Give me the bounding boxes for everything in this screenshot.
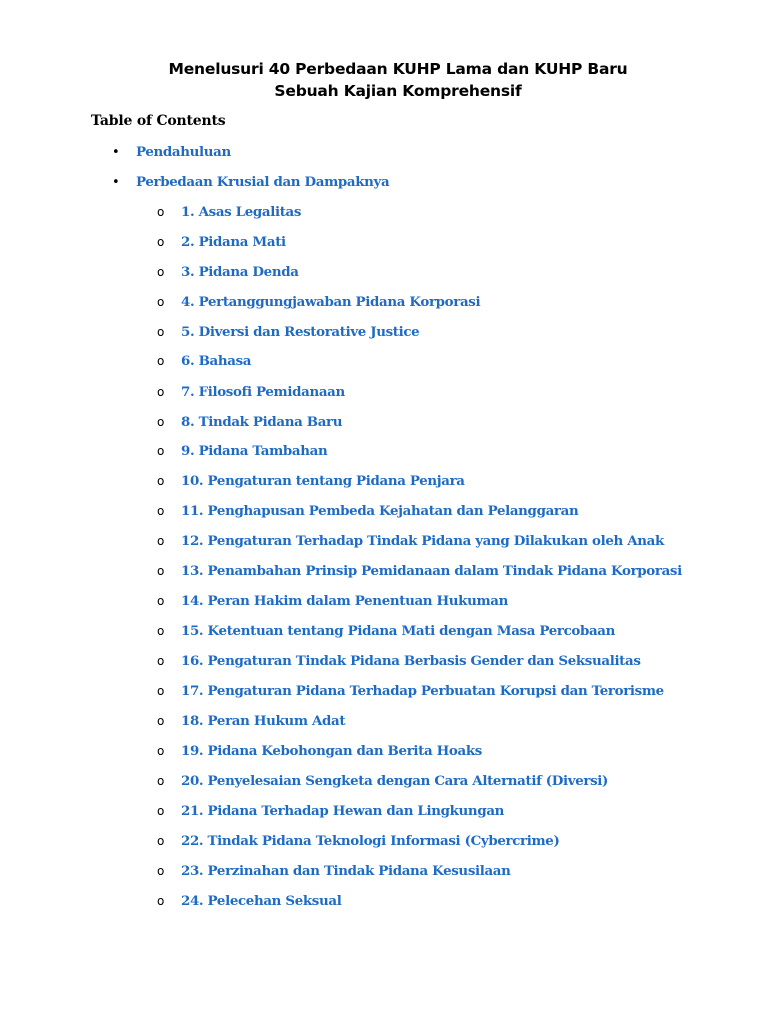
circle-bullet-icon: o [157, 594, 165, 608]
toc-sublink[interactable]: 13. Penambahan Prinsip Pemidanaan dalam Tindak Pidana Korporasi [181, 563, 682, 579]
bullet-icon: • [112, 144, 120, 160]
circle-bullet-icon: o [157, 354, 165, 368]
toc-sublink[interactable]: 24. Pelecehan Seksual [181, 893, 342, 909]
circle-bullet-icon: o [157, 295, 165, 309]
circle-bullet-icon: o [157, 834, 165, 848]
toc-sublink[interactable]: 12. Pengaturan Terhadap Tindak Pidana yang Dilakukan oleh Anak [181, 533, 664, 549]
toc-sublink[interactable]: 18. Peran Hukum Adat [181, 713, 346, 729]
bullet-icon: • [112, 174, 120, 190]
circle-bullet-icon: o [157, 205, 165, 219]
toc-sublink[interactable]: 10. Pengaturan tentang Pidana Penjara [181, 473, 465, 489]
circle-bullet-icon: o [157, 714, 165, 728]
toc-sublink[interactable]: 21. Pidana Terhadap Hewan dan Lingkungan [181, 803, 505, 819]
circle-bullet-icon: o [157, 504, 165, 518]
toc-sublink[interactable]: 1. Asas Legalitas [181, 204, 302, 220]
toc-heading: Table of Contents [91, 113, 226, 129]
circle-bullet-icon: o [157, 415, 165, 429]
circle-bullet-icon: o [157, 385, 165, 399]
circle-bullet-icon: o [157, 804, 165, 818]
toc-sublink[interactable]: 3. Pidana Denda [181, 264, 299, 280]
circle-bullet-icon: o [157, 654, 165, 668]
toc-sublink[interactable]: 5. Diversi dan Restorative Justice [181, 324, 420, 340]
circle-bullet-icon: o [157, 235, 165, 249]
circle-bullet-icon: o [157, 684, 165, 698]
toc-sublink[interactable]: 4. Pertanggungjawaban Pidana Korporasi [181, 294, 481, 310]
toc-sublink[interactable]: 19. Pidana Kebohongan dan Berita Hoaks [181, 743, 482, 759]
circle-bullet-icon: o [157, 864, 165, 878]
toc-sublink[interactable]: 14. Peran Hakim dalam Penentuan Hukuman [181, 593, 509, 609]
title-line-1: Menelusuri 40 Perbedaan KUHP Lama dan KUHP Baru [168, 60, 628, 78]
circle-bullet-icon: o [157, 624, 165, 638]
toc-link-perbedaan-krusial[interactable]: Perbedaan Krusial dan Dampaknya [136, 174, 390, 190]
circle-bullet-icon: o [157, 744, 165, 758]
toc-sublink[interactable]: 2. Pidana Mati [181, 234, 286, 250]
toc-sublink[interactable]: 7. Filosofi Pemidanaan [181, 384, 345, 400]
circle-bullet-icon: o [157, 325, 165, 339]
circle-bullet-icon: o [157, 444, 165, 458]
circle-bullet-icon: o [157, 534, 165, 548]
toc-link-pendahuluan[interactable]: Pendahuluan [136, 144, 231, 160]
circle-bullet-icon: o [157, 474, 165, 488]
circle-bullet-icon: o [157, 265, 165, 279]
toc-sublink[interactable]: 17. Pengaturan Pidana Terhadap Perbuatan Korupsi dan Terorisme [181, 683, 664, 699]
toc-sublink[interactable]: 15. Ketentuan tentang Pidana Mati dengan Masa Percobaan [181, 623, 616, 639]
toc-sublink[interactable]: 23. Perzinahan dan Tindak Pidana Kesusilaan [181, 863, 511, 879]
toc-sublink[interactable]: 11. Penghapusan Pembeda Kejahatan dan Pelanggaran [181, 503, 579, 519]
circle-bullet-icon: o [157, 894, 165, 908]
toc-sublink[interactable]: 8. Tindak Pidana Baru [181, 414, 343, 430]
title-line-2: Sebuah Kajian Komprehensif [274, 82, 522, 100]
circle-bullet-icon: o [157, 774, 165, 788]
toc-sublink[interactable]: 20. Penyelesaian Sengketa dengan Cara Alternatif (Diversi) [181, 773, 608, 789]
circle-bullet-icon: o [157, 564, 165, 578]
toc-sublink[interactable]: 22. Tindak Pidana Teknologi Informasi (Cybercrime) [181, 833, 560, 849]
toc-sublink[interactable]: 16. Pengaturan Tindak Pidana Berbasis Gender dan Seksualitas [181, 653, 641, 669]
toc-sublink[interactable]: 6. Bahasa [181, 353, 252, 369]
toc-sublink[interactable]: 9. Pidana Tambahan [181, 443, 328, 459]
